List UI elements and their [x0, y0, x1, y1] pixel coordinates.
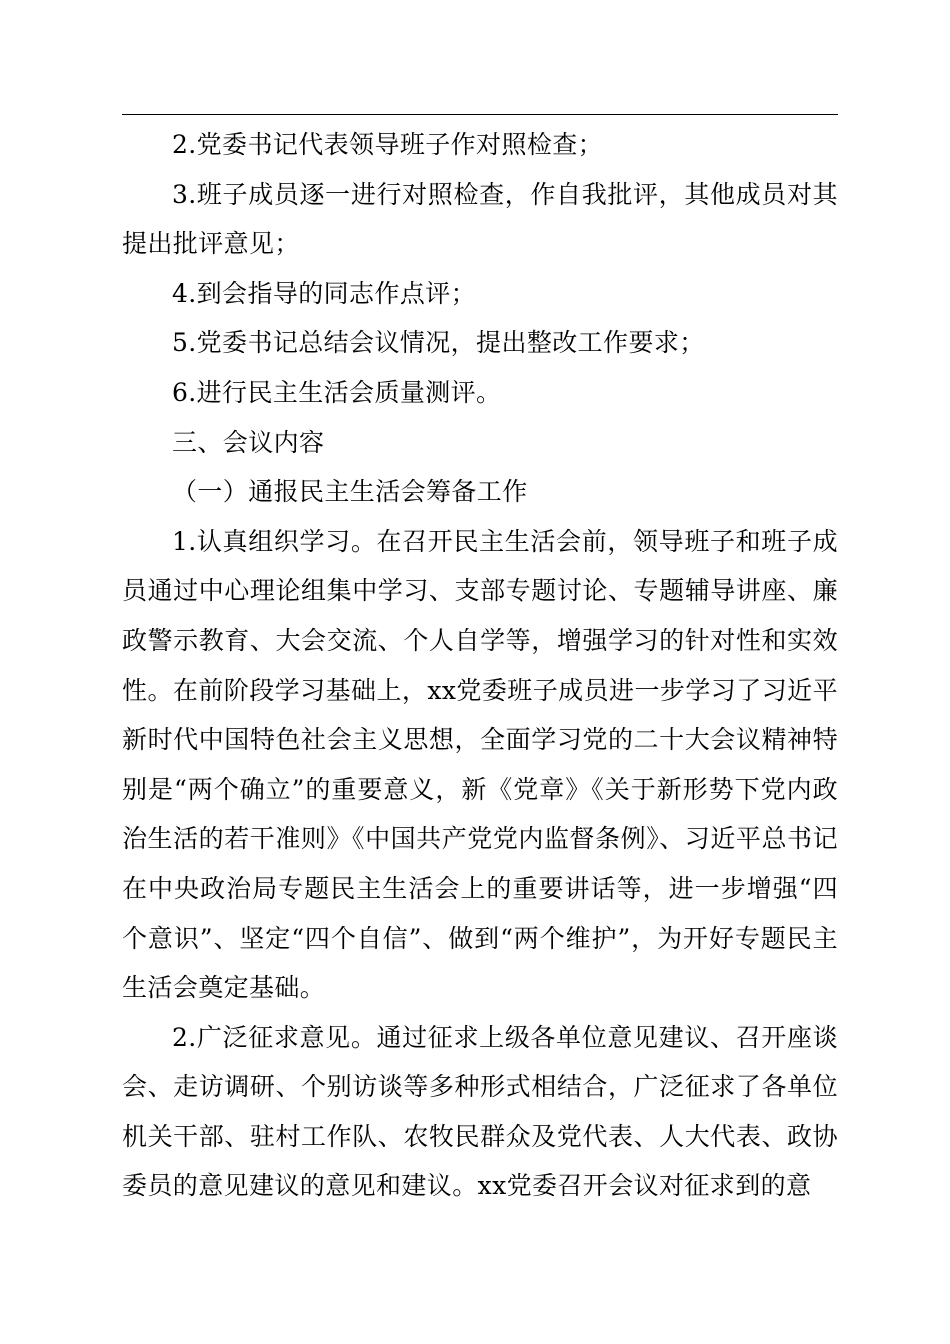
- header-rule: [122, 114, 838, 115]
- paragraph-agenda-item-6: 6.进行民主生活会质量测评。: [172, 377, 502, 407]
- paragraph-solicit-opinions: 2.广泛征求意见。通过征求上级各单位意见建议、召开座谈会、走访调研、个别访谈等多种形式相结合，广泛征求了各单位机关干部、驻村工作队、农牧民群众及党代表、人大代表、政协委员的意见建议的意见和建议。xx党委召开会议对征求到的意: [122, 1022, 838, 1201]
- paragraph-agenda-item-3: 3.班子成员逐一进行对照检查，作自我批评，其他成员对其提出批评意见；: [122, 179, 838, 259]
- document-body: [122, 120, 838, 1211]
- paragraph-organize-study: 1.认真组织学习。在召开民主生活会前，领导班子和班子成员通过中心理论组集中学习、支部专题讨论、专题辅导讲座、廉政警示教育、大会交流、个人自学等，增强学习的针对性和实效性。在前阶段学习基础上，xx党委班子成员进一步学习了习近平新时代中国特色社会主义思想，全面学习党的二十大会议精神特别是“两个确立”的重要意义，新《党章》《关于新形势下党内政治生活的若干准则》《中国共产党党内监督条例》、习近平总书记在中央政治局专题民主生活会上的重要讲话等，进一步增强“四个意识”、坚定“四个自信”、做到“两个维护”，为开好专题民主生活会奠定基础。: [122, 526, 838, 1003]
- paragraph-agenda-item-5: 5.党委书记总结会议情况，提出整改工作要求；: [172, 328, 705, 358]
- subsection-heading-preparation: （一）通报民主生活会筹备工作: [172, 477, 528, 507]
- paragraph-agenda-item-4: 4.到会指导的同志作点评；: [172, 278, 477, 308]
- section-heading-meeting-content: 三、会议内容: [172, 427, 325, 457]
- paragraph-agenda-item-2: 2.党委书记代表领导班子作对照检查；: [172, 130, 604, 159]
